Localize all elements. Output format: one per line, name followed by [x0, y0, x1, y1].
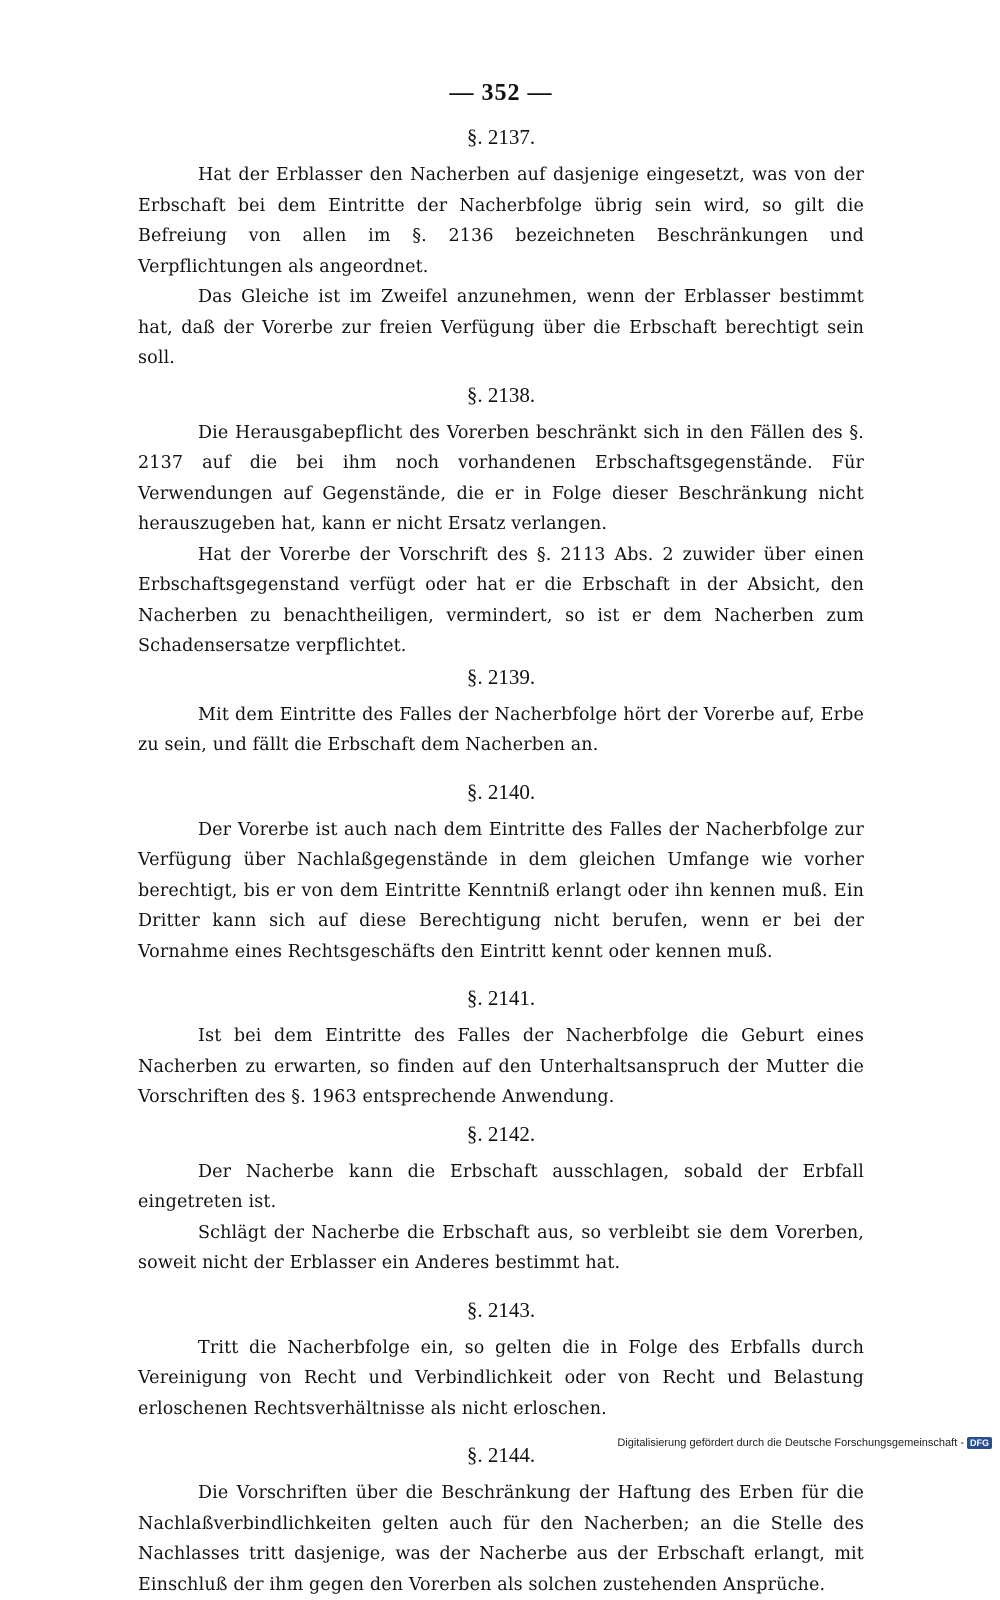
paragraph: Der Nacherbe kann die Erbschaft ausschlagen, sobald der Erbfall eingetreten ist. — [138, 1161, 864, 1212]
section-heading: §. 2140. — [466, 779, 536, 804]
page-content — [138, 80, 864, 1600]
paragraph: Schlägt der Nacherbe die Erbschaft aus, so verbleibt sie dem Vorerben, soweit nicht der Erblasser ein Anderes bestimmt hat. — [138, 1222, 864, 1273]
digitization-credit-text: Digitalisierung gefördert durch die Deutsche Forschungsgemeinschaft - — [617, 1437, 964, 1449]
page-number: — 352 — — [449, 80, 553, 106]
section-heading: §. 2142. — [466, 1121, 536, 1146]
section-heading: §. 2138. — [466, 382, 536, 407]
dfg-logo: DFG — [967, 1437, 992, 1449]
section-2137 — [138, 122, 864, 374]
section-heading: §. 2143. — [466, 1297, 536, 1322]
paragraph: Die Herausgabepflicht des Vorerben beschränkt sich in den Fällen des §. 2137 auf die bei ihm noch vorhandenen Erbschaftsgegenstände. Für Verwendungen auf Gegenstände, die er in Folge dieser Beschränkung nicht herauszugeben hat, kann er nicht Ersatz verlangen. — [138, 422, 864, 534]
section-2141 — [138, 983, 864, 1113]
paragraph: Ist bei dem Eintritte des Falles der Nacherbfolge die Geburt eines Nacherben zu erwarten, so finden auf den Unterhaltsanspruch der Mutter die Vorschriften des §. 1963 entsprechende Anwendung. — [138, 1026, 864, 1107]
section-heading: §. 2141. — [466, 986, 536, 1010]
section-2138 — [138, 380, 864, 662]
section-heading: §. 2144. — [466, 1443, 536, 1467]
paragraph: Die Vorschriften über die Beschränkung der Haftung des Erben für die Nachlaßverbindlichkeiten gelten auch für den Nacherben; an die Stelle des Nachlasses tritt dasjenige, was der Nacherbe aus der Erbschaft erlangt, mit Einschluß der ihm gegen den Vorerben als solchen zustehenden Ansprüche. — [138, 1483, 864, 1595]
section-2140 — [138, 777, 864, 968]
paragraph: Hat der Erblasser den Nacherben auf dasjenige eingesetzt, was von der Erbschaft bei dem Eintritte der Nacherbfolge übrig sein wird, so gilt die Befreiung von allen im §. 2136 bezeichneten Beschränkungen und Verpflichtungen als angeordnet. — [138, 165, 864, 277]
section-2142 — [138, 1119, 864, 1279]
section-2144 — [138, 1440, 864, 1600]
paragraph: Der Vorerbe ist auch nach dem Eintritte des Falles der Nacherbfolge zur Verfügung über Nachlaßgegenstände in dem gleichen Umfange wie vorher berechtigt, bis er von dem Eintritte Kenntniß erlangt oder ihn kennen muß. Ein Dritter kann sich auf diese Berechtigung nicht berufen, wenn er bei der Vornahme eines Rechtsgeschäfts den Eintritt kennt oder kennen muß. — [138, 819, 864, 962]
paragraph: Das Gleiche ist im Zweifel anzunehmen, wenn der Erblasser bestimmt hat, daß der Vorerbe zur freien Verfügung über die Erbschaft berechtigt sein soll. — [138, 287, 864, 368]
section-2139 — [138, 662, 864, 761]
paragraph: Tritt die Nacherbfolge ein, so gelten die in Folge des Erbfalls durch Vereinigung von Recht und Verbindlichkeit oder von Recht und Belastung erloschenen Rechtsverhältnisse als nicht erloschen. — [138, 1337, 864, 1419]
section-heading: §. 2137. — [466, 125, 536, 149]
digitization-credit — [617, 1437, 992, 1449]
section-heading: §. 2139. — [466, 664, 536, 689]
paragraph: Hat der Vorerbe der Vorschrift des §. 2113 Abs. 2 zuwider über einen Erbschaftsgegenstand verfügt oder hat er die Erbschaft in der Absicht, den Nacherben zu benachtheiligen, vermindert, so ist er dem Nacherben zum Schadensersatze verpflichtet. — [138, 544, 864, 656]
section-2143 — [138, 1295, 864, 1425]
paragraph: Mit dem Eintritte des Falles der Nacherbfolge hört der Vorerbe auf, Erbe zu sein, und fällt die Erbschaft dem Nacherben an. — [138, 704, 864, 755]
